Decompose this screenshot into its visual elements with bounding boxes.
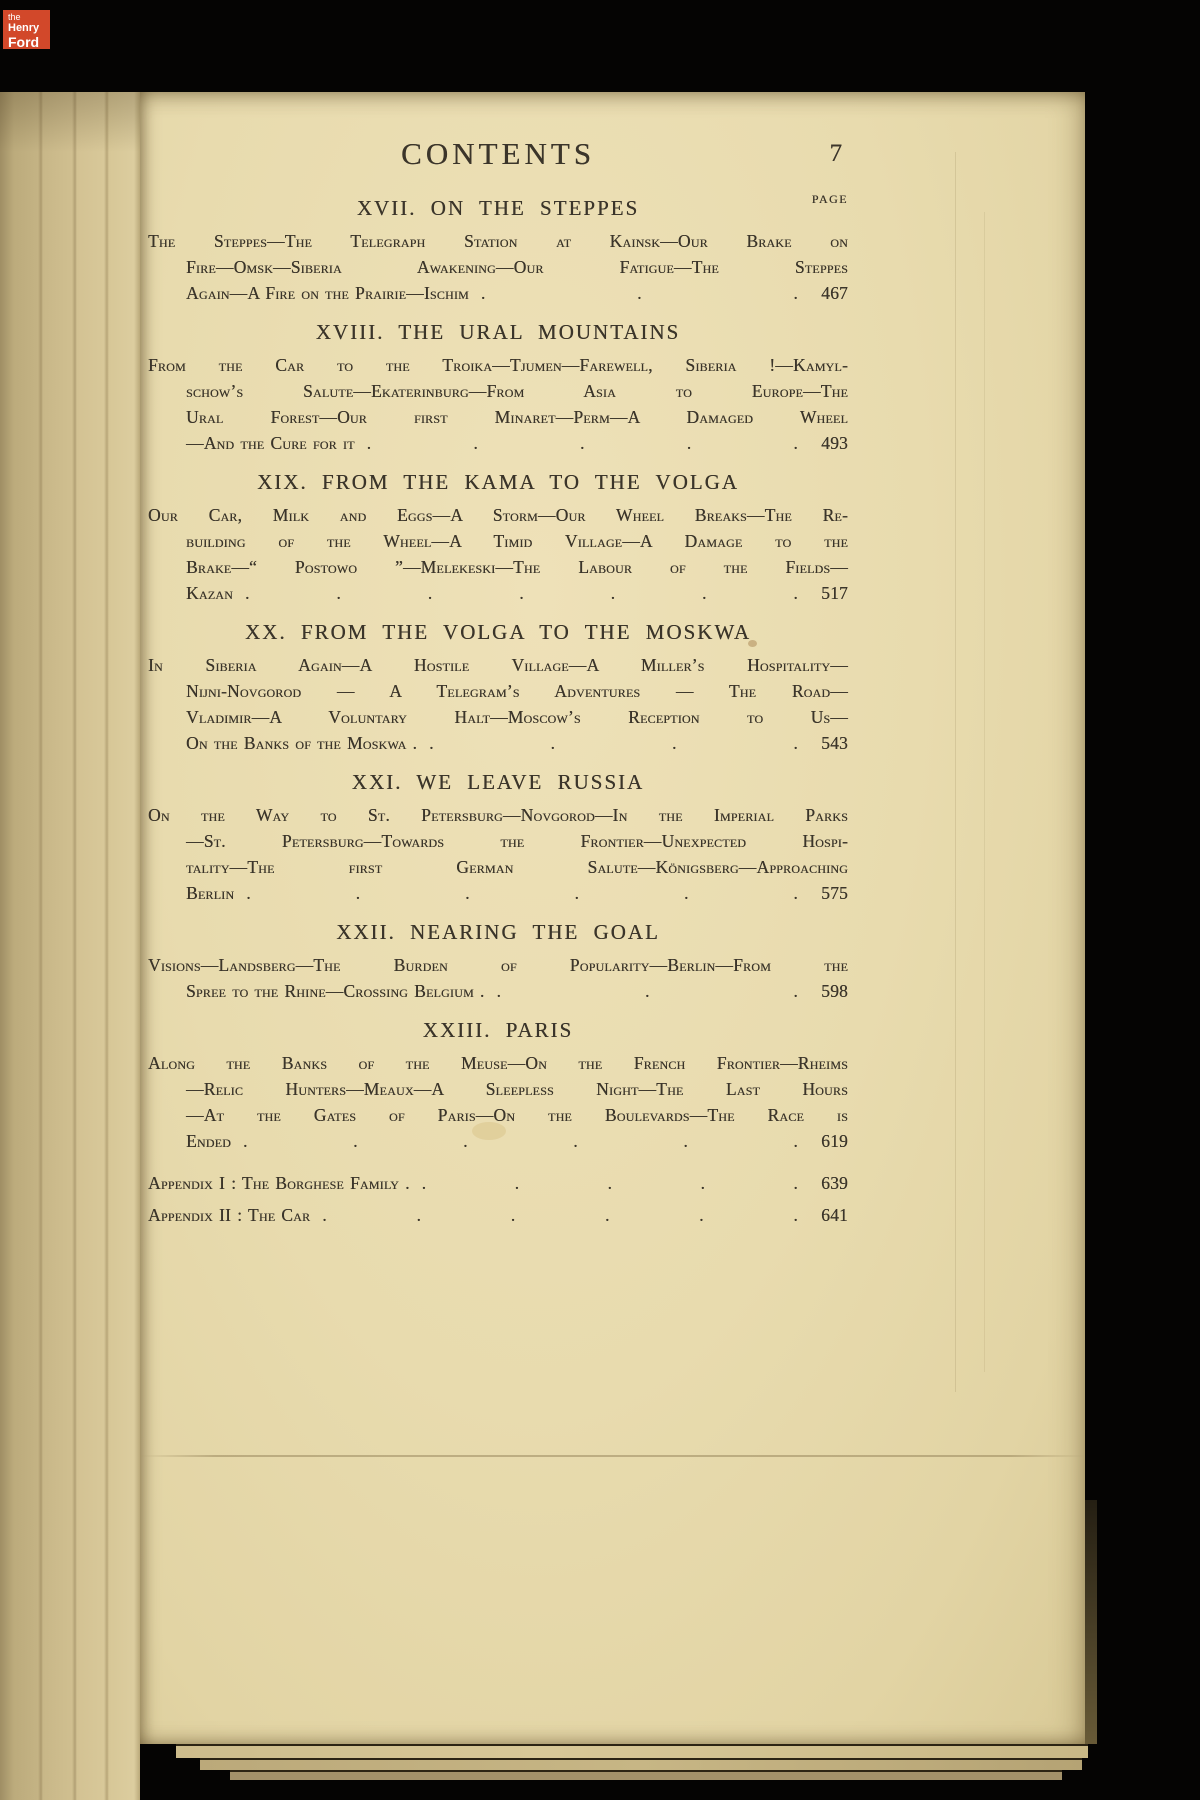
toc-entry-line: Visions—Landsberg—The Burden of Popularity—Berlin—From the (148, 955, 848, 975)
page-number: 493 (821, 433, 848, 453)
page-number: 619 (821, 1131, 848, 1151)
toc-chapter-xvii (148, 194, 848, 306)
chapter-heading: XX. FROM THE VOLGA TO THE MOSKWA (244, 620, 751, 644)
toc-entry-line: Fire—Omsk—Siberia Awakening—Our Fatigue—The Steppes (186, 257, 848, 277)
chapter-heading: XXII. NEARING THE GOAL (336, 920, 660, 944)
toc-entry-last-line (148, 280, 848, 306)
toc-entry-last-line (148, 730, 848, 756)
toc-entry-last-line (148, 580, 848, 606)
toc-content (148, 136, 848, 1228)
dot-leader: . . . . . . (243, 1131, 798, 1151)
toc-entry-text: Kazan (186, 583, 233, 603)
toc-chapter-xxii (148, 918, 848, 1004)
toc-chapter-xxi (148, 768, 848, 906)
toc-entry-line: —St. Petersburg—Towards the Frontier—Unexpected Hospi- (186, 831, 848, 851)
page-number: 467 (821, 283, 848, 303)
dot-leader: . . . . . . (322, 1205, 798, 1225)
page-edge-strip (176, 1744, 1088, 1758)
dot-leader: . . . . (429, 733, 798, 753)
crease-line (140, 1455, 1085, 1457)
toc-entry-last-line (148, 430, 848, 456)
toc-entry-line: schow’s Salute—Ekaterinburg—From Asia to Europe—The (186, 381, 848, 401)
toc-entry-text: Appendix I : The Borghese Family . (148, 1173, 410, 1193)
henry-ford-logo (3, 10, 50, 49)
logo-text-the: the (8, 12, 21, 22)
page-number: 641 (821, 1205, 848, 1225)
chapter-heading: XVII. ON THE STEPPES (356, 196, 640, 220)
dot-leader: . . . . . (366, 433, 798, 453)
folio-number: 7 (829, 140, 842, 167)
page-column-header: PAGE (811, 192, 848, 206)
logo-text-henry: Henry (8, 22, 40, 34)
chapter-heading: XVIII. THE URAL MOUNTAINS (315, 320, 681, 344)
toc-entry-line: Brake—“ Postowo ”—Melekeski—The Labour of the Fields— (186, 557, 848, 577)
dot-leader: . . . (496, 981, 798, 1001)
toc-entry-line: From the Car to the Troika—Tjumen—Farewell, Siberia !—Kamyl- (148, 355, 848, 375)
toc-entry-text: On the Banks of the Moskwa . (186, 733, 418, 753)
toc-entry-line: In Siberia Again—A Hostile Village—A Miller’s Hospitality— (148, 655, 848, 675)
page-showthrough-line (984, 212, 985, 1372)
dot-leader: . . . . . . (246, 883, 798, 903)
toc-entry-line: —At the Gates of Paris—On the Boulevards—The Race is (186, 1105, 848, 1125)
toc-entry-text: —And the Cure for it (186, 433, 355, 453)
toc-entry-line: Our Car, Milk and Eggs—A Storm—Our Wheel Breaks—The Re- (148, 505, 848, 525)
bottom-page-edges (140, 1744, 1092, 1800)
dot-leader: . . . . . . . (244, 583, 798, 603)
toc-entry-line: building of the Wheel—A Timid Village—A Damage to the (186, 531, 848, 551)
toc-entry-line: Ural Forest—Our first Minaret—Perm—A Damaged Wheel (186, 407, 848, 427)
toc-chapter-xx (148, 618, 848, 756)
toc-chapter-xxiii (148, 1016, 848, 1154)
toc-entry-line: The Steppes—The Telegraph Station at Kainsk—Our Brake on (148, 231, 848, 251)
chapter-heading: XXI. WE LEAVE RUSSIA (351, 770, 645, 794)
dot-leader: . . . (480, 283, 798, 303)
toc-entry-last-line (148, 978, 848, 1004)
page-number: 639 (821, 1173, 848, 1193)
toc-entry-text: Spree to the Rhine—Crossing Belgium . (186, 981, 485, 1001)
toc-entry-line: tality—The first German Salute—Königsberg—Approaching (186, 857, 848, 877)
toc-entry-text: Appendix II : The Car (148, 1205, 311, 1225)
page-number: 517 (821, 583, 848, 603)
toc-entry-line: Along the Banks of the Meuse—On the French Frontier—Rheims (148, 1053, 848, 1073)
toc-entry-text: Again—A Fire on the Prairie—Ischim (186, 283, 469, 303)
toc-entry-text: Ended (186, 1131, 232, 1151)
page-title: CONTENTS (401, 136, 595, 171)
logo-text-ford: Ford (8, 34, 40, 50)
toc-chapter-xix (148, 468, 848, 606)
toc-chapter-xviii (148, 318, 848, 456)
title-row (148, 136, 848, 172)
chapter-heading: XXIII. PARIS (422, 1018, 574, 1042)
page-edge-strip (230, 1770, 1062, 1780)
toc-entry-line: Vladimir—A Voluntary Halt—Moscow’s Reception to Us— (186, 707, 848, 727)
page-number: 543 (821, 733, 848, 753)
book-page (140, 92, 1085, 1744)
toc-appendix-2 (148, 1202, 848, 1228)
dot-leader: . . . . . (421, 1173, 798, 1193)
page-edge-strip (200, 1758, 1082, 1770)
chapter-heading: XIX. FROM THE KAMA TO THE VOLGA (257, 470, 739, 494)
toc-entry-text: Berlin (186, 883, 235, 903)
toc-entry-last-line (148, 1128, 848, 1154)
toc-appendix-1 (148, 1170, 848, 1196)
page-showthrough-line (955, 152, 956, 1392)
left-page-edges (0, 92, 140, 1800)
toc-entry-line: On the Way to St. Petersburg—Novgorod—In the Imperial Parks (148, 805, 848, 825)
toc-entry-line: —Relic Hunters—Meaux—A Sleepless Night—The Last Hours (186, 1079, 848, 1099)
page-number: 575 (821, 883, 848, 903)
toc-entry-last-line (148, 880, 848, 906)
page-number: 598 (821, 981, 848, 1001)
toc-entry-line: Nijni-Novgorod — A Telegram’s Adventures — The Road— (186, 681, 848, 701)
right-page-edge (1085, 1500, 1097, 1744)
